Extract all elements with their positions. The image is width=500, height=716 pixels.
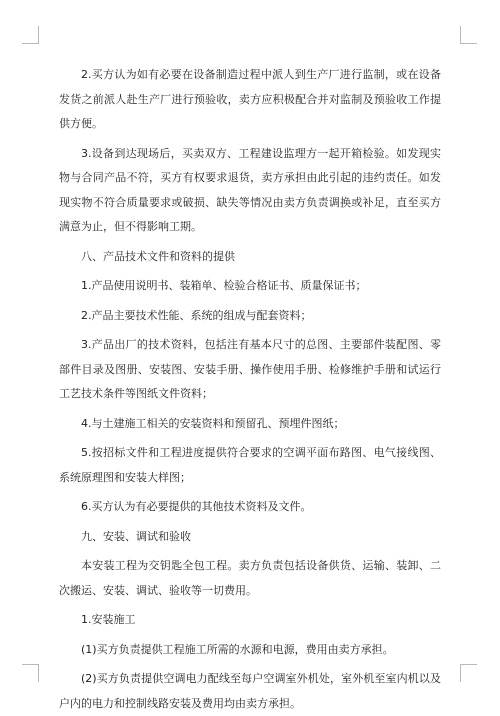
list-item-installation-drawings: 4.与土建施工相关的安装资料和预留孔、预埋件图纸； xyxy=(81,416,345,430)
crop-mark-top-left-horizontal xyxy=(22,43,39,44)
list-item-layout-diagrams: 5.按招标文件和工程进度提供符合要求的空调平面布路图、电气接线图、系统原理图和安装大样图； xyxy=(59,446,441,484)
list-item-performance-data: 2.产品主要技术性能、系统的组成与配套资料； xyxy=(81,308,312,322)
subheading-installation-work: 1.安装施工 xyxy=(81,613,136,626)
crop-mark-top-right-horizontal xyxy=(460,43,477,44)
section-heading-technical-documents: 八、产品技术文件和资料的提供 xyxy=(81,249,235,263)
crop-mark-bottom-left-vertical xyxy=(38,664,39,682)
paragraph-factory-supervision: 2.买方认为如有必要在设备制造过程中派人到生产厂进行监制，或在设备发货之前派人赴生产厂进行预验收，卖方应积极配合并对监制及预验收工作提供方便。 xyxy=(59,68,441,130)
paragraph-site-inspection: 3.设备到达现场后，买卖双方、工程建设监理方一起开箱检验。如发现实物与合同产品不符，买方有权要求退货，卖方承担由此引起的违约责任。如发现实物不符合质量要求或破损、缺失等情况由卖方负责调换或补足，直至买方满意为止，但不得影响工期。 xyxy=(59,146,441,233)
paragraph-turnkey-project: 本安装工程为交钥匙全包工程。卖方负责包括设备供货、运输、装卸、二次搬运、安装、调试、验收等一切费用。 xyxy=(59,559,441,597)
list-item-water-power: (1)买方负责提供工程施工所需的水源和电源，费用由卖方承担。 xyxy=(81,642,394,656)
crop-mark-bottom-left-horizontal xyxy=(22,664,39,665)
crop-mark-bottom-right-vertical xyxy=(460,664,461,682)
list-item-manuals: 1.产品使用说明书、装箱单、检验合格证书、质量保证书； xyxy=(81,279,367,292)
crop-mark-top-right-vertical xyxy=(460,26,461,44)
crop-mark-top-left-vertical xyxy=(38,26,39,44)
crop-mark-bottom-right-horizontal xyxy=(460,664,477,665)
list-item-power-wiring: (2)买方负责提供空调电力配线至每户空调室外机处，室外机至室内机以及户内的电力和控制线路安装及费用均由卖方承担。 xyxy=(59,672,441,710)
list-item-factory-documents: 3.产品出厂的技术资料，包括注有基本尺寸的总图、主要部件装配图、零部件目录及图册、安装图、安装手册、操作使用手册、检修维护手册和试运行工艺技术条件等图纸文件资料； xyxy=(59,338,441,400)
list-item-other-documents: 6.买方认为有必要提供的其他技术资料及文件。 xyxy=(81,500,312,513)
section-heading-installation: 九、安装、调试和验收 xyxy=(81,529,191,543)
document-body xyxy=(59,63,441,716)
